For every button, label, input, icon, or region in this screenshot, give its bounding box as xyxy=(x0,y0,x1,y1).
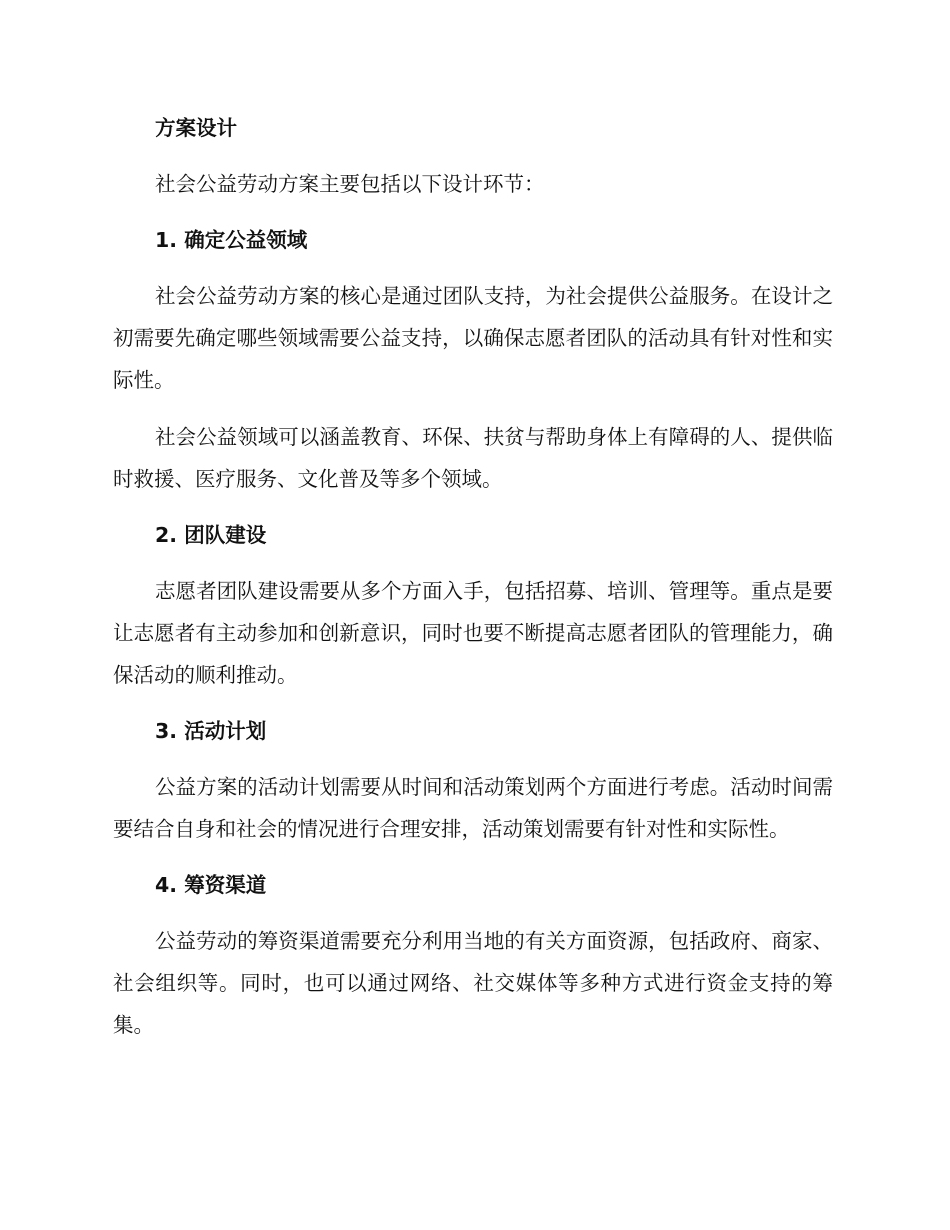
section-paragraph: 志愿者团队建设需要从多个方面入手，包括招募、培训、管理等。重点是要让志愿者有主动参加和创新意识，同时也要不断提高志愿者团队的管理能力，确保活动的顺利推动。 xyxy=(113,579,833,687)
intro-paragraph: 社会公益劳动方案主要包括以下设计环节： xyxy=(155,172,545,196)
document-title: 方案设计 xyxy=(155,116,237,140)
section-paragraph: 社会公益劳动方案的核心是通过团队支持，为社会提供公益服务。在设计之初需要先确定哪些领域需要公益支持，以确保志愿者团队的活动具有针对性和实际性。 xyxy=(113,284,833,392)
section-paragraph: 公益方案的活动计划需要从时间和活动策划两个方面进行考虑。活动时间需要结合自身和社会的情况进行合理安排，活动策划需要有针对性和实际性。 xyxy=(113,775,833,841)
section-heading-plan: 3. 活动计划 xyxy=(155,719,267,743)
section-heading-domain: 1. 确定公益领域 xyxy=(155,228,308,252)
document-body xyxy=(113,108,833,1061)
section-paragraph: 社会公益领域可以涵盖教育、环保、扶贫与帮助身体上有障碍的人、提供临时救援、医疗服务、文化普及等多个领域。 xyxy=(113,425,833,491)
section-heading-funding: 4. 筹资渠道 xyxy=(155,873,267,897)
section-paragraph: 公益劳动的筹资渠道需要充分利用当地的有关方面资源，包括政府、商家、社会组织等。同时，也可以通过网络、社交媒体等多种方式进行资金支持的筹集。 xyxy=(113,929,833,1037)
section-heading-team: 2. 团队建设 xyxy=(155,523,267,547)
